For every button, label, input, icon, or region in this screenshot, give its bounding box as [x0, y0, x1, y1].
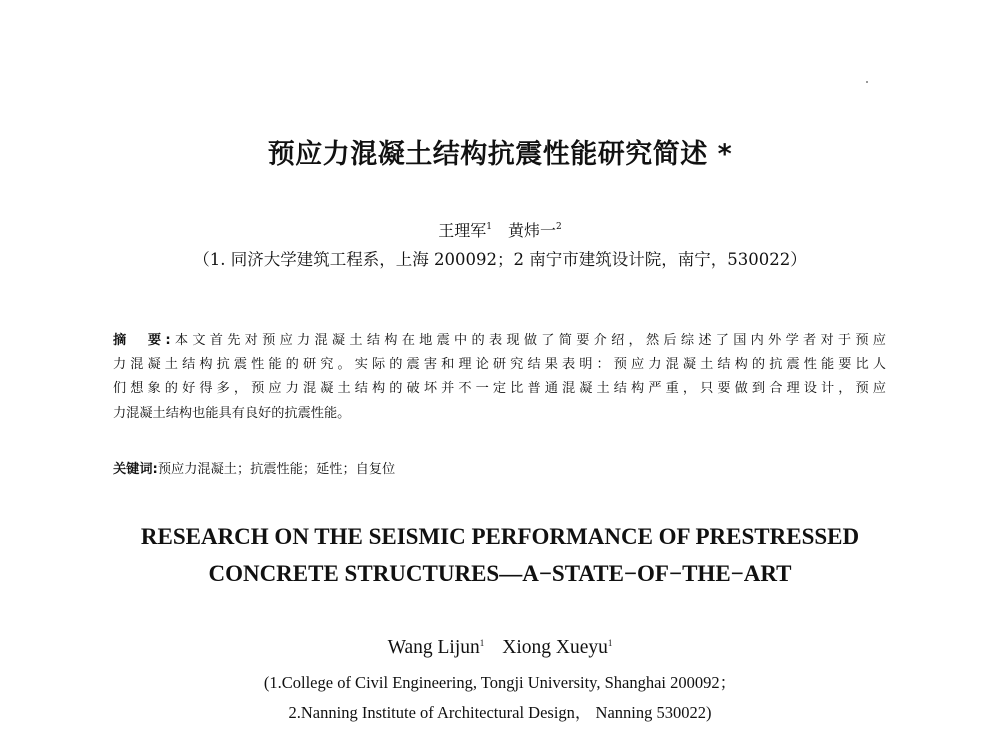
keywords-cn [113, 458, 395, 477]
author-2-name-en: Xiong Xueyu [502, 637, 608, 658]
chinese-authors [0, 218, 1000, 241]
author-2-sup-cn: 2 [556, 222, 562, 232]
english-affiliation-line-2: 2.Nanning Institute of Architectural Design， Nanning 530022) [288, 703, 712, 722]
english-title [0, 518, 1000, 592]
keywords-label: 关键词: [113, 462, 158, 477]
abstract-label: 摘 要: [113, 333, 171, 348]
english-authors [0, 637, 1000, 659]
abstract-cn [113, 329, 886, 426]
keywords-text: 预应力混凝土；抗震性能；延性；自复位 [157, 462, 396, 477]
abstract-line-4: 力混凝土结构也能具有良好的抗震性能。 [113, 405, 351, 421]
english-title-line-2: CONCRETE STRUCTURES—A−STATE−OF−THE−ART [208, 561, 792, 586]
chinese-affiliation: （1. 同济大学建筑工程系，上海 200092；2 南宁市建筑设计院，南宁，530022） [193, 250, 807, 269]
abstract-line-1 [113, 329, 886, 353]
abstract-line-3: 们想象的好得多，预应力混凝土结构的破坏并不一定比普通混凝土结构严重，只要做到合理设计，预应 [113, 381, 886, 397]
english-title-line-1: RESEARCH ON THE SEISMIC PERFORMANCE OF PRESTRESSED [140, 524, 860, 549]
author-1-sup-en: 1 [479, 638, 485, 648]
author-2-name-cn: 黄炜一 [508, 221, 557, 240]
english-affiliation-line-1: (1.College of Civil Engineering, Tongji University, Shanghai 200092； [263, 673, 737, 692]
scan-speck [866, 81, 868, 83]
abstract-text-1: 本文首先对预应力混凝土结构在地震中的表现做了简要介绍，然后综述了国内外学者对于预应 [170, 333, 886, 348]
author-2-sup-en: 1 [607, 638, 613, 648]
author-1-name-en: Wang Lijun [387, 637, 480, 658]
abstract-line-2: 力混凝土结构抗震性能的研究。实际的震害和理论研究结果表明：预应力混凝土结构的抗震性能要比人 [113, 357, 886, 373]
author-1-sup-cn: 1 [486, 222, 492, 232]
english-affiliation [0, 668, 1000, 728]
author-1-name-cn: 王理军 [438, 221, 487, 240]
chinese-title: 预应力混凝土结构抗震性能研究简述 * [267, 139, 733, 170]
